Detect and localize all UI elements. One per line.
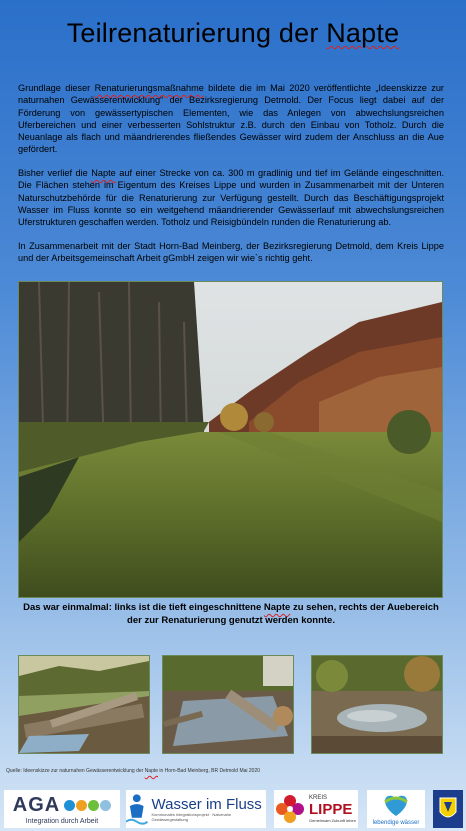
caption-marked-word: Napte bbox=[263, 602, 291, 613]
kl-text-block bbox=[309, 795, 356, 824]
kl-tagline: Gemeinsam Zukunft leben bbox=[309, 817, 356, 823]
intro-text-2: bildete die im Mai 2020 veröffentlichte „Ideenskizze zur naturnahen Gewässerentwicklung“ der Bezirksregierung Detmold. Der Focus liegt dabei auf der Förderung von gewässertypischen Elementen, wie das Anlegen von abwechslungsreichen Uferbereichen und einer verbesserten Sohlstruktur z.B. durch den Einbau von Totholz. Durch die Neuanlage als flach und mäandrierendes fließendes Gewässer wird zudem der Anschluss an die Aue gefördert. bbox=[18, 83, 444, 155]
aga-logo-top bbox=[13, 793, 111, 817]
intro-paragraph bbox=[18, 82, 444, 156]
aga-dots-icon bbox=[63, 800, 111, 811]
thumb-3 bbox=[311, 655, 443, 754]
photo-caption bbox=[18, 602, 444, 627]
thumb-1 bbox=[18, 655, 150, 754]
kl-wordmark: LIPPE bbox=[309, 800, 353, 818]
title-marked-word: Napte bbox=[326, 18, 400, 48]
caption-text-1: Das war einmalmal: links ist die tieft eingeschnittene bbox=[23, 602, 264, 613]
wasser-im-fluss-logo bbox=[126, 790, 266, 828]
title-text: Teilrenaturierung der bbox=[66, 18, 327, 48]
wif-text-block bbox=[148, 797, 266, 822]
rose-icon bbox=[274, 793, 306, 825]
source-note bbox=[6, 768, 260, 774]
caption-text-2: zu sehen, rechts der Auebereich der zur Renaturierung genutzt werden konnte. bbox=[127, 602, 439, 626]
lw-wordmark: lebendige wässer bbox=[372, 820, 420, 826]
intro-marked-word: Renaturierungsmaßnahme bbox=[94, 83, 204, 93]
history-text-2: auf einer Strecke von ca. 300 m gradlinig und tief im Gelände eingeschnitten. Die Flächen stehen im Eigentum des Kreises Lippe und wurden in Zusammenarbeit mit der Unteren Naturschutzbehörde für die Renaturierung zur Verfügung gestellt. Durch das Beschäftigungsprojekt Wasser im Fluss konnte so ein weitgehend mäandrierender Gewässerlauf mit abwechslungsreichen Uferstrukturen geschaffen werden. Totholz und Reisigbündeln runden die Renaturierung ab. bbox=[18, 168, 445, 228]
horn-bad-meinberg-logo bbox=[433, 790, 463, 828]
kl-small-text: KREIS bbox=[309, 794, 328, 801]
kreis-lippe-logo bbox=[274, 790, 358, 828]
source-text-2: in Horn-Bad Meinberg, BR Detmold Mai 2020 bbox=[158, 768, 261, 774]
partners-paragraph: In Zusammenarbeit mit der Stadt Horn-Bad Meinberg, der Bezirksregierung Detmold, dem Kreis Lippe und der Arbeitsgemeinschaft Arbeit gGmbH zeigen wir wie`s richtig geht. bbox=[18, 241, 444, 264]
aga-wordmark: AGA bbox=[12, 793, 61, 816]
lebendige-waesser-logo bbox=[367, 790, 425, 828]
history-paragraph bbox=[18, 167, 444, 228]
wif-wordmark: Wasser im Fluss bbox=[151, 795, 262, 813]
page-title bbox=[0, 18, 466, 49]
history-text-1: Bisher verlief die bbox=[18, 168, 92, 178]
source-text-1: Quelle: Ideenskizze zur naturnahen Gewässerentwicklung der bbox=[6, 768, 145, 774]
logo-strip bbox=[0, 786, 466, 831]
intro-text-1: Grundlage dieser bbox=[18, 83, 95, 93]
thumb-2 bbox=[162, 655, 294, 754]
aga-logo bbox=[4, 790, 120, 828]
crest-icon bbox=[433, 790, 463, 828]
wif-tagline: Kommunales Integrationsprojekt · Naturnahe Gewässergestaltung bbox=[151, 811, 232, 822]
person-wave-icon bbox=[126, 792, 148, 826]
history-marked-word: Napte bbox=[91, 168, 116, 178]
aga-tagline: Integration durch Arbeit bbox=[25, 818, 99, 825]
water-heart-icon bbox=[367, 790, 425, 828]
main-photo bbox=[18, 281, 443, 598]
source-marked-word: Napte bbox=[144, 768, 159, 774]
